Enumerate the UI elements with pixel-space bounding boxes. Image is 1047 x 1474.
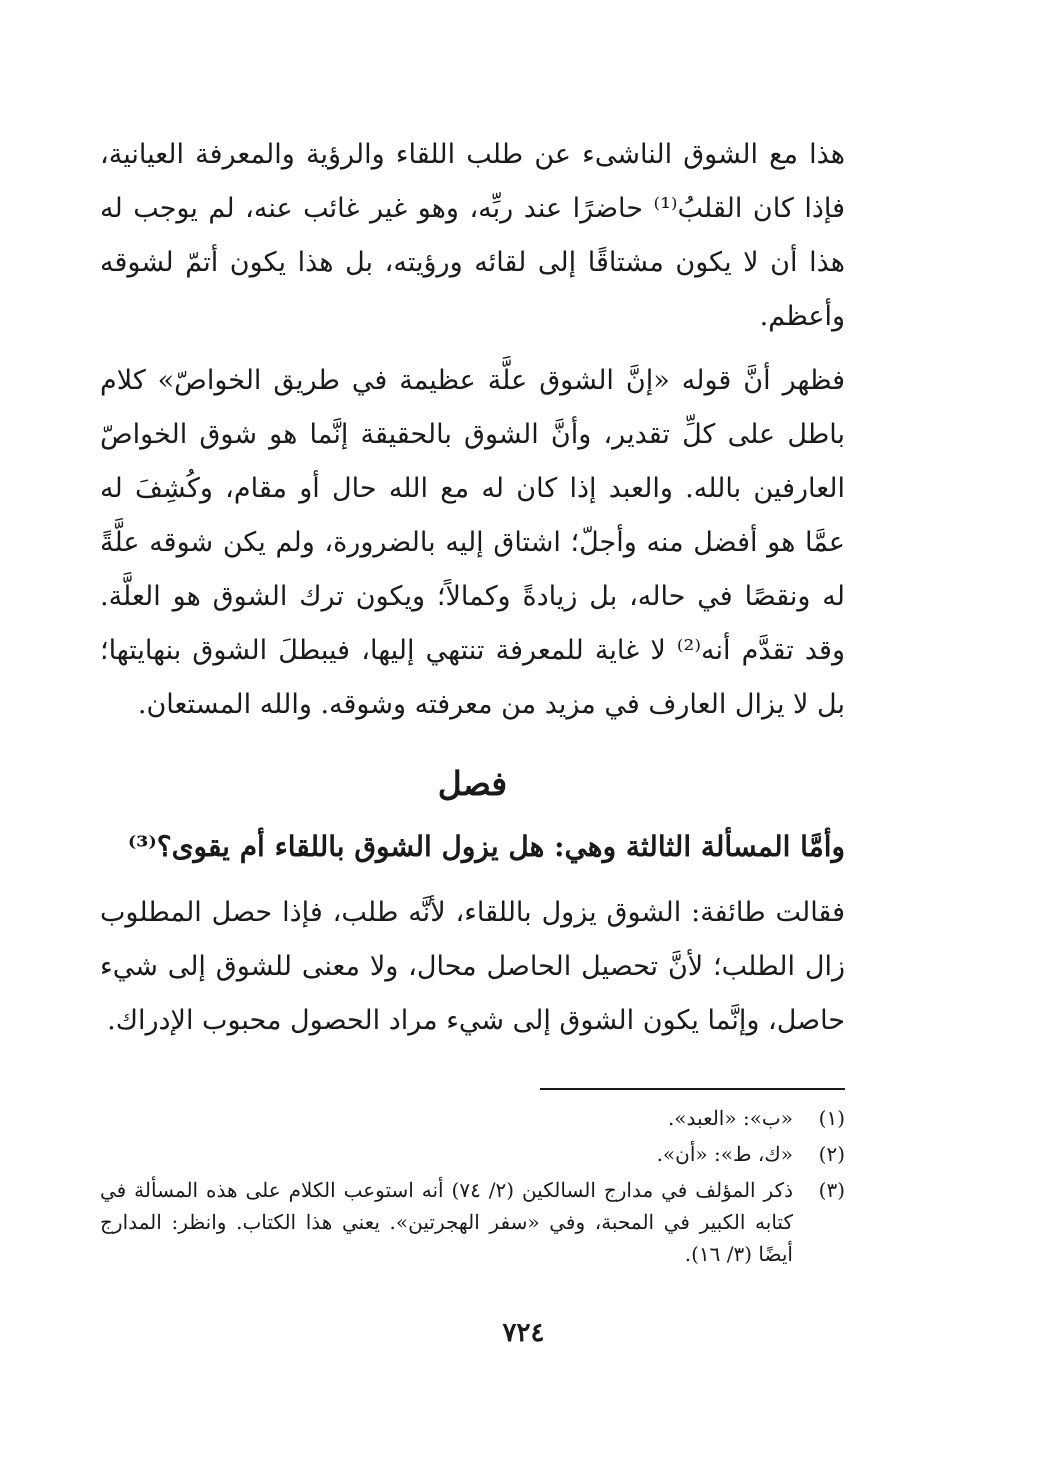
footnote-number: (٢) bbox=[818, 1142, 845, 1166]
footnote-1 bbox=[100, 1102, 845, 1134]
footnote-3 bbox=[100, 1174, 845, 1270]
footnote-text: ذكر المؤلف في مدارج السالكين (٢/ ٧٤) أنه استوعب الكلام على هذه المسألة في كتابه الكبير في المحبة، وفي «سفر الهجرتين». يعني هذا الكتاب. وانظر: المدارج أيضًا (٣/ ١٦). bbox=[100, 1178, 794, 1266]
paragraph-3: فقالت طائفة: الشوق يزول باللقاء، لأنَّه طلب، فإذا حصل المطلوب زال الطلب؛ لأنَّ تحصيل الحاصل محال، ولا معنى للشوق إلى شيء حاصل، وإنَّما يكون الشوق إلى شيء مراد الحصول محبوب الإدراك. bbox=[100, 897, 845, 1036]
footnote-2 bbox=[100, 1138, 845, 1170]
footnote-number: (٣) bbox=[818, 1178, 845, 1202]
paragraph-1: هذا مع الشوق الناشىء عن طلب اللقاء والرؤية والمعرفة العيانية، فإذا كان القلبُ⁽¹⁾ حاضرًا عند ربِّه، وهو غير غائب عنه، لم يوجب له هذا أن لا يكون مشتاقًا إلى لقائه ورؤيته، بل هذا يكون أتمّ لشوقه وأعظم. bbox=[100, 139, 845, 332]
footnote-text: «ب»: «العبد». bbox=[667, 1106, 793, 1130]
section-title: فصل bbox=[437, 764, 508, 803]
section-question: وأمَّا المسألة الثالثة وهي: هل يزول الشوق باللقاء أم يقوى؟⁽³⁾ bbox=[127, 830, 845, 863]
page-number: ٧٢٤ bbox=[502, 1318, 545, 1348]
footnote-number: (١) bbox=[818, 1106, 845, 1130]
page-body bbox=[100, 128, 845, 1274]
footnotes bbox=[100, 1102, 845, 1270]
footnote-divider bbox=[540, 1088, 845, 1090]
footnote-text: «ك، ط»: «أن». bbox=[656, 1142, 793, 1166]
paragraph-2: فظهر أنَّ قوله «إنَّ الشوق علَّة عظيمة في طريق الخواصّ» كلام باطل على كلِّ تقدير، وأنَّ الشوق بالحقيقة إنَّما هو شوق الخواصّ العارفين بالله. والعبد إذا كان له مع الله حال أو مقام، وكُشِفَ له عمَّا هو أفضل منه وأجلّ؛ اشتاق إليه بالضرورة، ولم يكن شوقه علَّةً له ونقصًا في حاله، بل زيادةً وكمالاً؛ ويكون ترك الشوق هو العلَّة. وقد تقدَّم أنه⁽²⁾ لا غاية للمعرفة تنتهي إليها، فيبطلَ الشوق بنهايتها؛ بل لا يزال العارف في مزيد من معرفته وشوقه. والله المستعان. bbox=[100, 365, 846, 720]
